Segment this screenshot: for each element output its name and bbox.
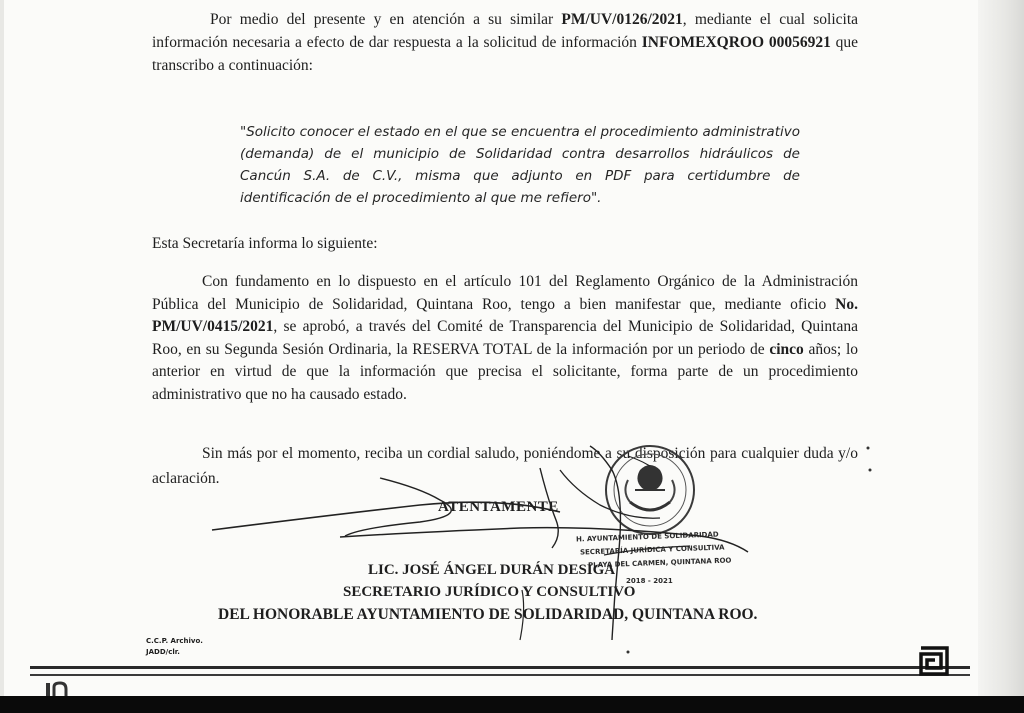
secretariat-statement: Esta Secretaría informa lo siguiente: (152, 235, 378, 252)
footer-rule-top (30, 666, 970, 669)
signer-title: SECRETARIO JURÍDICO Y CONSULTIVO (343, 584, 636, 600)
resolution-text-c: años; lo anterior en virtud de que la información que precisa el solicitante, forma parte de un procedimiento administrativo que no ha causado estado. (152, 340, 859, 403)
screen-bottom-band (0, 696, 1024, 713)
signer-name: LIC. JOSÉ ÁNGEL DURÁN DESIGA (368, 562, 616, 578)
intro-text: Por medio del presente y en atención a su similar (210, 11, 554, 28)
request-quote: "Solicito conocer el estado en el que se encuentra el procedimiento administrativo (demanda) de el municipio de Solidaridad contra desarrollos hidráulicos de Cancún S.A. de C.V., misma que adjunto en PDF para certidumbre de identificación de el procedimiento al que me refiero". (240, 124, 800, 206)
official-seal-icon (600, 440, 700, 540)
partial-next-page-mark-icon (44, 681, 74, 697)
stamp-line-1: H. AYUNTAMIENTO DE SOLIDARIDAD (575, 530, 719, 544)
footer-rule-bottom (30, 674, 970, 676)
signer-organization: DEL HONORABLE AYUNTAMIENTO DE SOLIDARIDAD, QUINTANA ROO. (218, 606, 758, 623)
request-folio: INFOMEXQROO 00056921 (641, 34, 831, 51)
ccp-block (146, 636, 203, 658)
ccp-line: C.C.P. Archivo. (146, 637, 203, 645)
reserve-period: cinco (769, 340, 804, 358)
closing-salutation: ATENTAMENTE (438, 499, 559, 515)
initials-line: JADD/clr. (146, 648, 180, 656)
intro-middle-text: , mediante el cual solicita información necesaria a efecto de dar respuesta a la solicitud de información (152, 11, 859, 51)
intro-end-text: que transcribo a continuación: (152, 34, 859, 74)
resolution-paragraph (152, 271, 858, 406)
resolution-text-a: Con fundamento en lo dispuesto en el artículo 101 del Reglamento Orgánico de la Administración Pública del Municipio de Solidaridad, Quintana Roo, tengo a bien manifestar que, mediante oficio (152, 273, 858, 313)
closing-paragraph: Sin más por el momento, reciba un cordial saludo, poniéndome a su disposición para cualquier duda y/o aclaración. (152, 445, 858, 487)
reference-number: PM/UV/0126/2021 (561, 11, 683, 28)
intro-paragraph (152, 8, 858, 77)
stamp-line-4: 2018 - 2021 (626, 577, 673, 585)
page-edge-right (978, 0, 1024, 713)
stamp-line-2: SECRETARÍA JURÍDICA Y CONSULTIVA (579, 543, 725, 557)
page-edge-left (0, 0, 4, 713)
resolution-reference: No. PM/UV/0415/2021 (152, 295, 858, 335)
resolution-text-b: , se aprobó, a través del Comité de Transparencia del Municipio de Solidaridad, Quintana Roo, en su Segunda Sesión Ordinaria, la RESERVA TOTAL de la información por un periodo de (152, 318, 858, 358)
stamp-line-3: PLAYA DEL CARMEN, QUINTANA ROO (587, 556, 732, 570)
corner-logo-icon (918, 645, 950, 677)
